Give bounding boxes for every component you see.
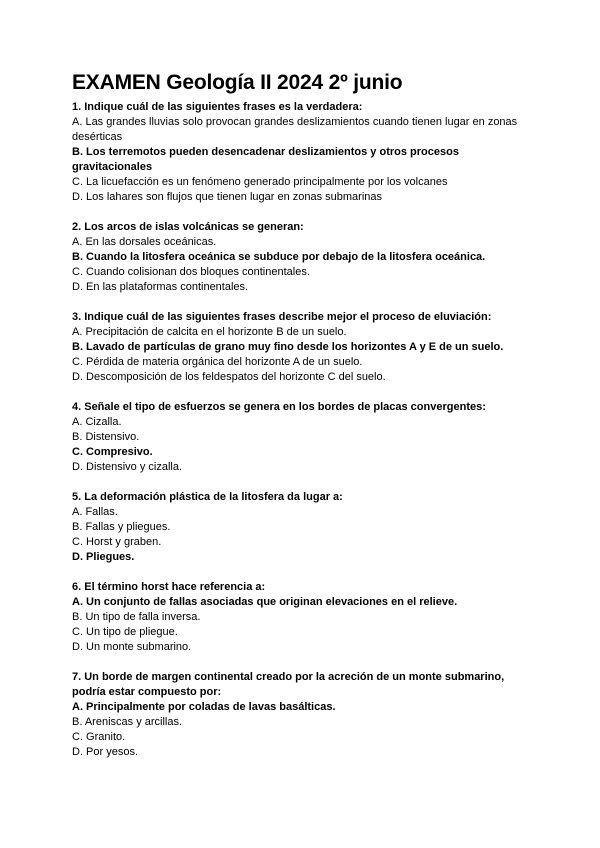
question-list [72, 100, 532, 760]
question-block [72, 670, 532, 760]
answer-options [72, 235, 532, 295]
answer-option-correct: B. Lavado de partículas de grano muy fino desde los horizontes A y E de un suelo. [72, 341, 504, 353]
answer-options [72, 115, 532, 205]
question-block [72, 220, 532, 295]
question-text: 4. Señale el tipo de esfuerzos se genera en los bordes de placas convergentes: [72, 401, 486, 413]
answer-option: B. Un tipo de falla inversa. [72, 611, 201, 623]
answer-option: B. Areniscas y arcillas. [72, 716, 183, 728]
question-text: 2. Los arcos de islas volcánicas se generan: [72, 221, 304, 233]
answer-option: A. Precipitación de calcita en el horizonte B de un suelo. [72, 326, 347, 338]
answer-option: D. Los lahares son flujos que tienen lugar en zonas submarinas [72, 191, 383, 203]
question-block [72, 400, 532, 475]
answer-options [72, 415, 532, 475]
question-block [72, 490, 532, 565]
answer-option: C. La licuefacción es un fenómeno generado principalmente por los volcanes [72, 176, 448, 188]
question-text: 6. El término horst hace referencia a: [72, 581, 266, 593]
question-text: 7. Un borde de margen continental creado por la acreción de un monte submarino, podría estar compuesto por: [72, 671, 505, 698]
question-block [72, 310, 532, 385]
answer-option: B. Fallas y pliegues. [72, 521, 171, 533]
answer-option-correct: A. Principalmente por coladas de lavas basálticas. [72, 701, 336, 713]
answer-option: C. Un tipo de pliegue. [72, 626, 178, 638]
exam-title: EXAMEN Geología II 2024 2º junio [72, 71, 403, 94]
answer-option: C. Pérdida de materia orgánica del horizonte A de un suelo. [72, 356, 363, 368]
answer-option: C. Horst y graben. [72, 536, 162, 548]
answer-options [72, 595, 532, 655]
answer-option: A. Las grandes lluvias solo provocan grandes deslizamientos cuando tienen lugar en zonas desérticas [72, 116, 518, 143]
answer-option: D. Distensivo y cizalla. [72, 461, 183, 473]
answer-option: C. Cuando colisionan dos bloques continentales. [72, 266, 310, 278]
answer-options [72, 700, 532, 760]
answer-option-correct: C. Compresivo. [72, 446, 153, 458]
answer-option: A. Cizalla. [72, 416, 122, 428]
exam-page [72, 70, 532, 760]
question-text: 1. Indique cuál de las siguientes frases es la verdadera: [72, 101, 363, 113]
question-block [72, 100, 532, 205]
answer-option-correct: A. Un conjunto de fallas asociadas que originan elevaciones en el relieve. [72, 596, 458, 608]
answer-option: C. Granito. [72, 731, 126, 743]
answer-option-correct: B. Cuando la litosfera oceánica se subduce por debajo de la litosfera oceánica. [72, 251, 486, 263]
answer-option-correct: B. Los terremotos pueden desencadenar deslizamientos y otros procesos gravitacionales [72, 146, 459, 173]
question-block [72, 580, 532, 655]
answer-options [72, 325, 532, 385]
answer-option-correct: D. Pliegues. [72, 551, 135, 563]
answer-option: D. Un monte submarino. [72, 641, 192, 653]
answer-option: D. Por yesos. [72, 746, 139, 758]
question-text: 5. La deformación plástica de la litosfera da lugar a: [72, 491, 343, 503]
answer-option: D. Descomposición de los feldespatos del horizonte C del suelo. [72, 371, 386, 383]
answer-option: A. Fallas. [72, 506, 118, 518]
answer-option: B. Distensivo. [72, 431, 140, 443]
question-text: 3. Indique cuál de las siguientes frases describe mejor el proceso de eluviación: [72, 311, 492, 323]
answer-options [72, 505, 532, 565]
answer-option: D. En las plataformas continentales. [72, 281, 249, 293]
answer-option: A. En las dorsales oceánicas. [72, 236, 217, 248]
